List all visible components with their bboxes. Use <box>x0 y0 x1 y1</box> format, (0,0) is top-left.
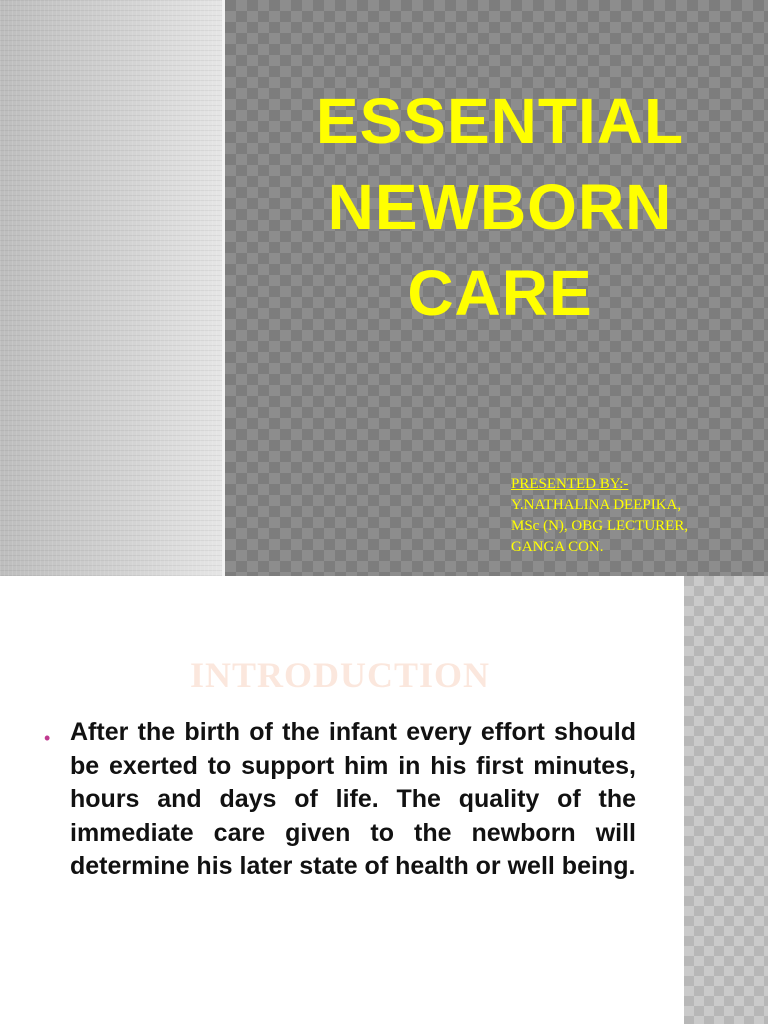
presenter-info <box>511 474 761 558</box>
presenter-line: Y.NATHALINA DEEPIKA, <box>511 497 682 513</box>
section-heading: INTRODUCTION <box>189 655 491 695</box>
title-line: ESSENTIAL <box>315 85 685 157</box>
presenter-line: GANGA CON. <box>511 539 604 555</box>
presenter-line: MSc (N), OBG LECTURER, <box>511 518 689 534</box>
bullet-icon: • <box>44 728 51 748</box>
slide-title <box>240 78 760 336</box>
slide-left-panel <box>0 0 224 576</box>
bullet-text: After the birth of the infant every effort should be exerted to support him in his first minutes, hours and days of life. The quality of the immediate care given to the newborn will determine his later state of health or well being. <box>70 718 636 880</box>
introduction-slide <box>0 576 768 1024</box>
title-line: CARE <box>407 257 593 329</box>
presenter-heading: PRESENTED BY:- <box>511 476 629 492</box>
title-line: NEWBORN <box>327 171 673 243</box>
decorative-strip <box>684 576 768 1024</box>
